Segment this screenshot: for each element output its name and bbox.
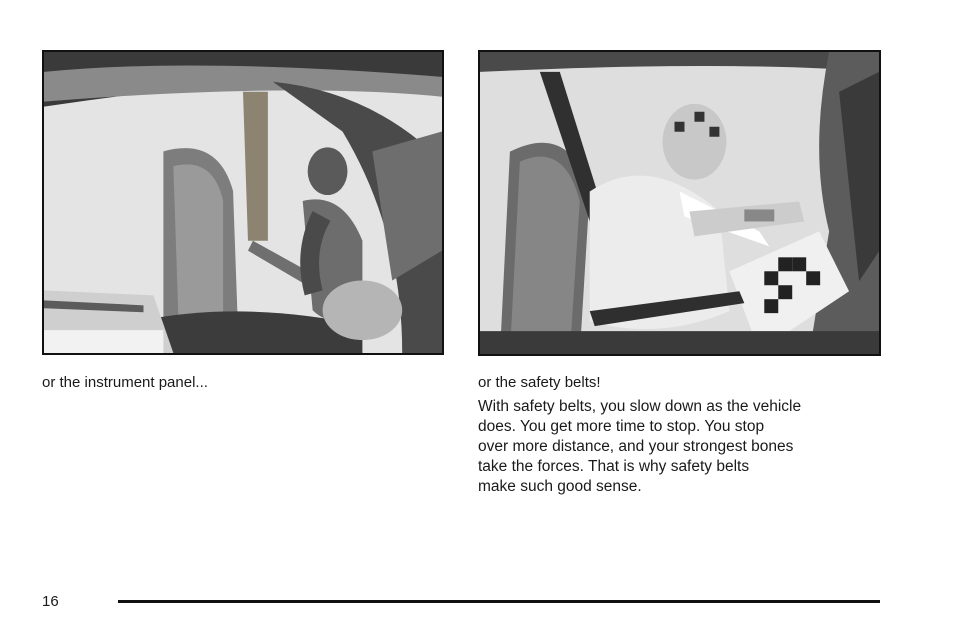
figure-caption-safety-belts: or the safety belts! <box>478 374 601 391</box>
paragraph-line: over more distance, and your strongest bones <box>478 438 794 455</box>
paragraph-line: make such good sense. <box>478 478 642 495</box>
figure-caption-instrument-panel: or the instrument panel... <box>42 374 208 391</box>
crash-test-photo-instrument-panel <box>42 50 444 355</box>
belted-crash-dummy-illustration <box>480 52 879 354</box>
crash-dummy-illustration <box>44 52 442 353</box>
page-number: 16 <box>42 593 59 610</box>
paragraph-line: take the forces. That is why safety belts <box>478 458 750 475</box>
crash-test-photo-safety-belts <box>478 50 881 356</box>
footer-divider <box>118 600 880 603</box>
safety-belts-explanation-paragraph <box>478 397 878 497</box>
paragraph-line: With safety belts, you slow down as the vehicle <box>478 398 802 415</box>
paragraph-line: does. You get more time to stop. You stop <box>478 418 765 435</box>
